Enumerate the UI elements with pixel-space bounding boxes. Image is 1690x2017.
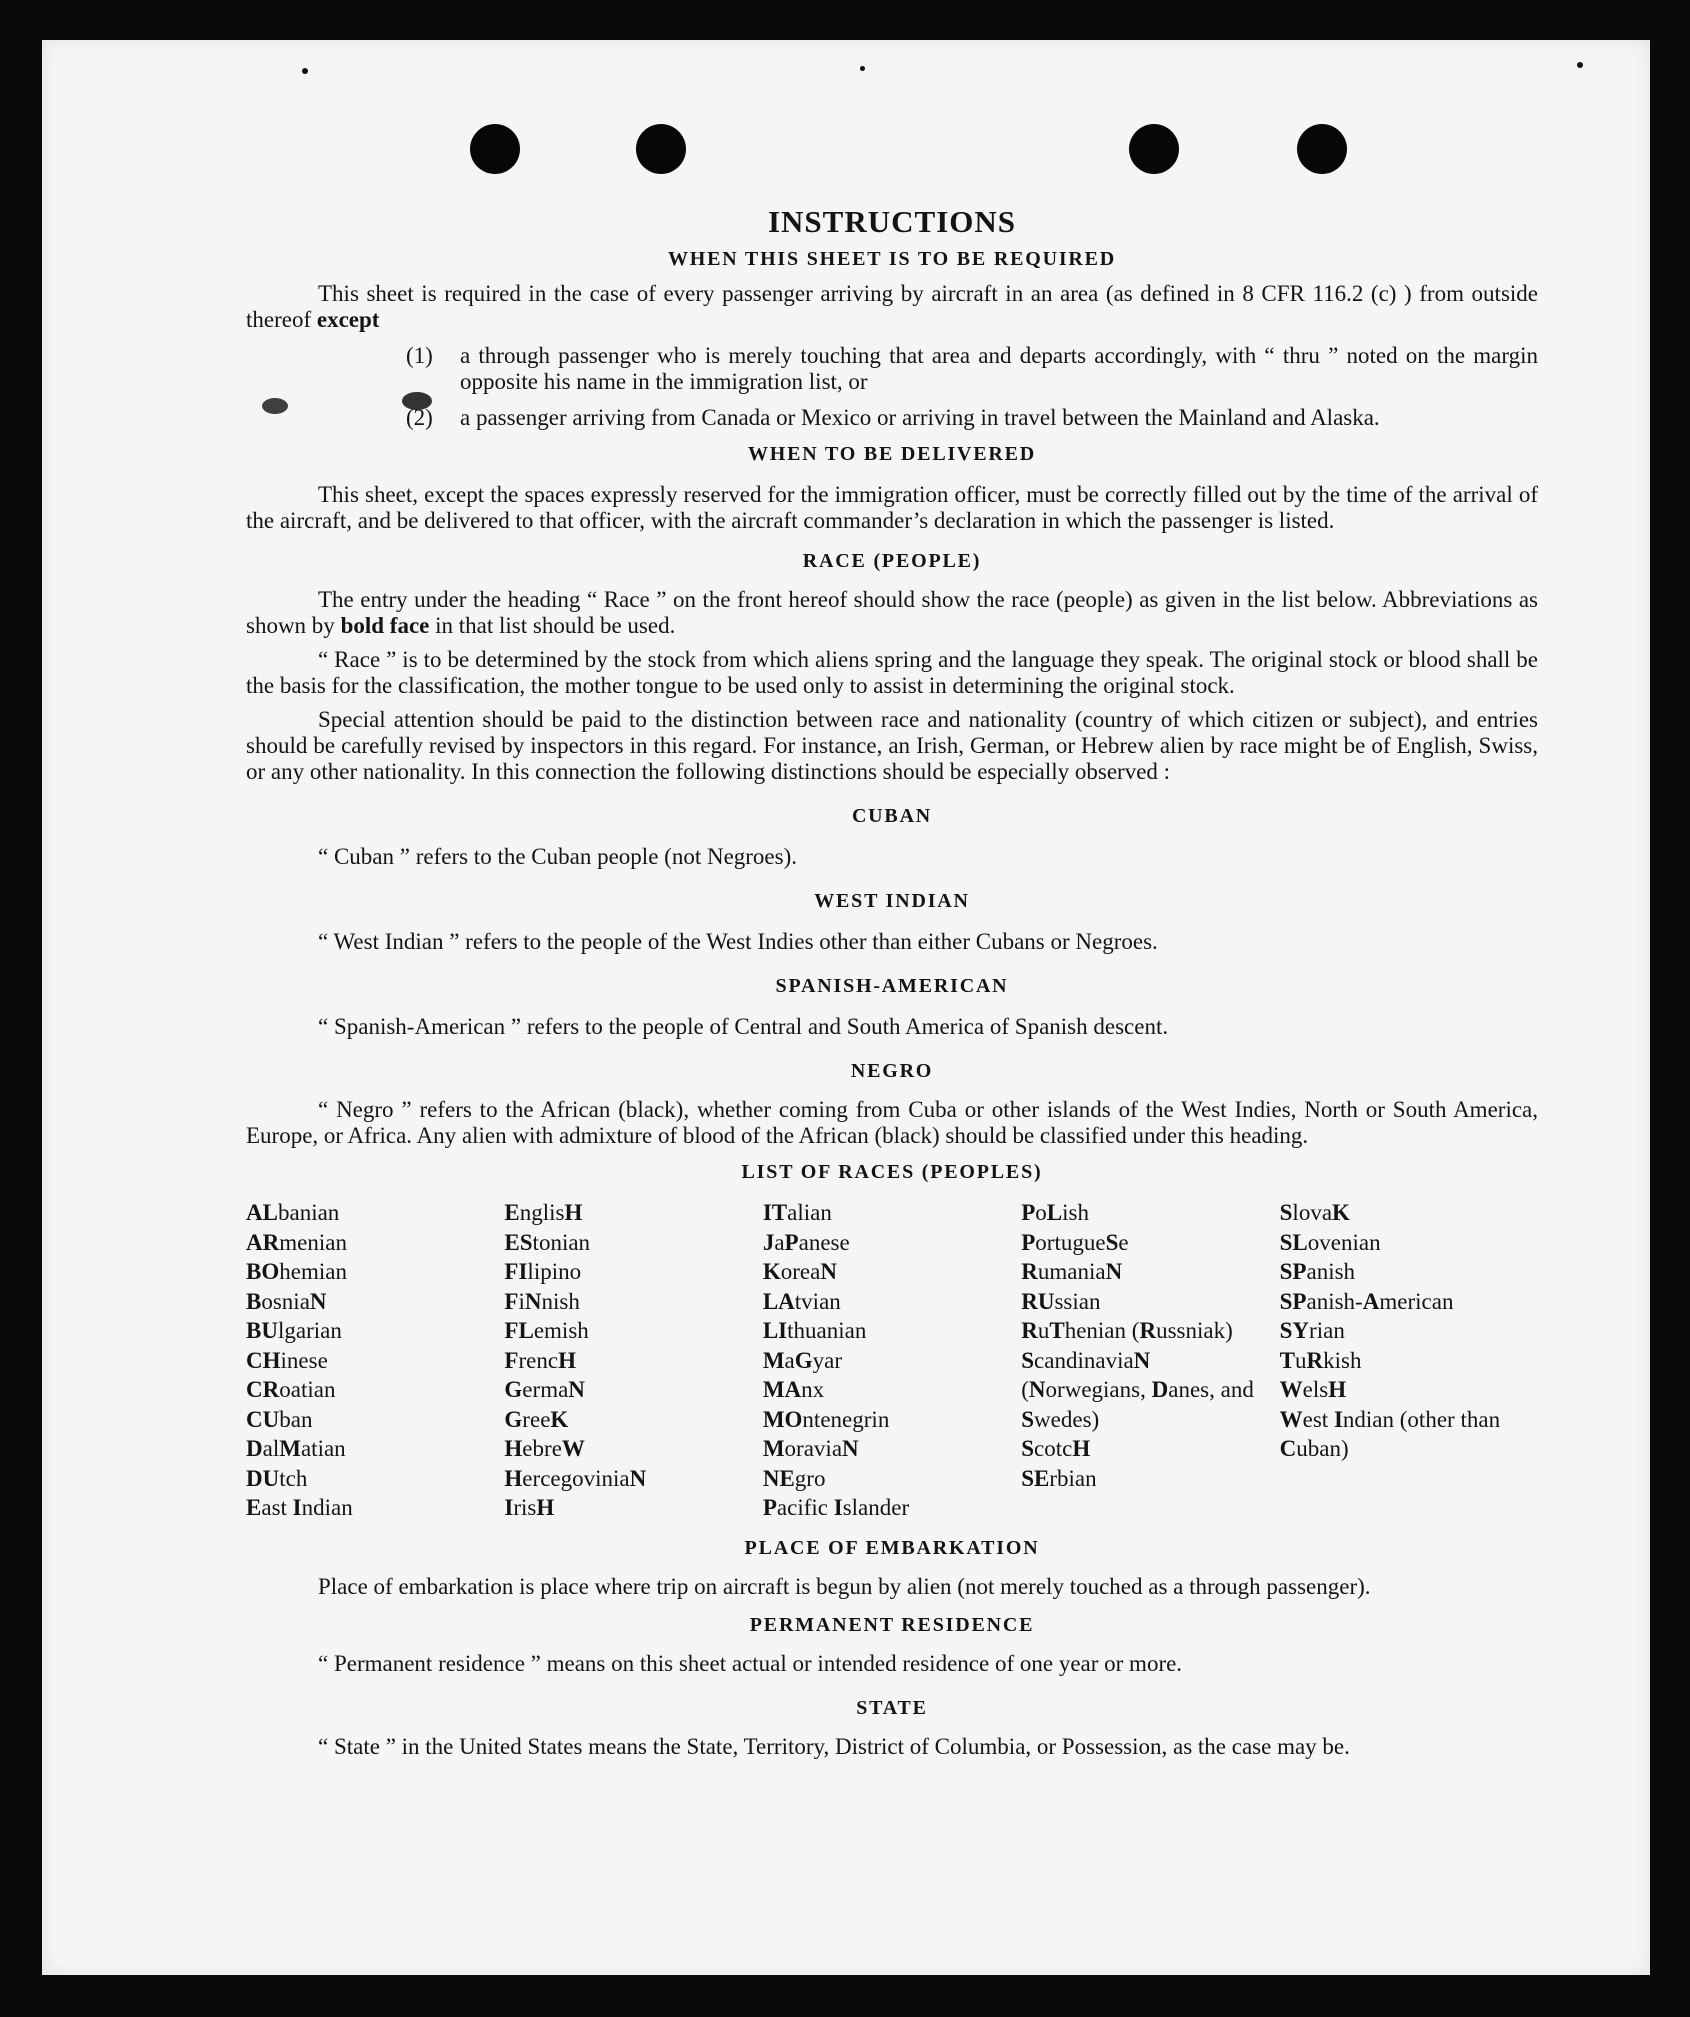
cuban-text: “ Cuban ” refers to the Cuban people (not Negroes).: [318, 844, 798, 869]
residence-text: “ Permanent residence ” means on this sheet actual or intended residence of one year or more.: [318, 1650, 1183, 1676]
punch-hole: [1297, 124, 1347, 174]
race-entry: SErbian: [1021, 1465, 1097, 1491]
race-entry: SLovenian: [1279, 1229, 1381, 1255]
race-column: [1021, 1198, 1279, 1523]
race-entry: MOntenegrin: [762, 1406, 890, 1432]
race-paragraph: The entry under the heading “ Race ” on the front hereof should show the race (people) as given in the list below. Abbreviations as shown by bold face in that list should be used.: [246, 587, 1538, 638]
punch-hole: [470, 124, 520, 174]
race-entry: DalMatian: [246, 1436, 346, 1461]
race-entry: JaPanese: [762, 1229, 850, 1255]
race-entry: CUban: [246, 1406, 313, 1432]
race-entry: PoLish: [1021, 1200, 1089, 1225]
section-heading-cuban: CUBAN: [851, 805, 933, 827]
ink-speck: [1577, 62, 1583, 68]
section-heading-delivered: WHEN TO BE DELIVERED: [747, 443, 1037, 465]
spanish-american-text: “ Spanish-American ” refers to the people of Central and South America of Spanish descent.: [318, 1014, 1169, 1039]
race-entry: ScotcH: [1021, 1436, 1091, 1461]
races-list: [246, 1198, 1538, 1523]
page-title: INSTRUCTIONS: [767, 204, 1016, 239]
required-intro: This sheet is required in the case of every passenger arriving by aircraft in an area (as defined in 8 CFR 116.2 (c) ) from outside thereof except: [246, 281, 1538, 332]
race-entry: BosniaN: [246, 1288, 327, 1314]
race-entry: RUssian: [1021, 1288, 1101, 1314]
exception-item: (1) a through passenger who is merely touching that area and departs accordingly, with “ thru ” noted on the margin opposite his name in the immigration list, or: [406, 343, 1538, 394]
race-entry: Pacific Islander: [762, 1495, 910, 1520]
section-heading-spanish-american: SPANISH-AMERICAN: [775, 975, 1009, 997]
race-entry: FIlipino: [504, 1259, 582, 1284]
race-entry: CHinese: [246, 1347, 328, 1373]
race-entry: FLemish: [504, 1318, 589, 1343]
race-paragraph: Special attention should be paid to the distinction between race and nationality (country of which citizen or subject), and entries should be carefully revised by inspectors in this regard. For instance, an Irish, German, or Hebrew alien by race might be of English, Swiss, or any other nationality. In this connection the following distinctions should be especially observed :: [246, 707, 1538, 784]
west-indian-text: “ West Indian ” refers to the people of the West Indies other than either Cubans or Negroes.: [318, 929, 1158, 954]
race-entry: WelsH: [1279, 1377, 1347, 1402]
section-heading-west-indian: WEST INDIAN: [814, 890, 970, 912]
delivered-text: This sheet, except the spaces expressly reserved for the immigration officer, must be correctly filled out by the time of the arrival of the aircraft, and be delivered to that officer, with the aircraft commander’s declaration in which the passenger is listed.: [246, 482, 1538, 533]
section-heading-race: RACE (PEOPLE): [802, 550, 982, 572]
embarkation-text: Place of embarkation is place where trip on aircraft is begun by alien (not merely touched as a through passenger).: [318, 1573, 1371, 1599]
race-entry: NEgro: [762, 1465, 826, 1491]
race-entry: East Indian: [246, 1495, 353, 1520]
race-entry: BOhemian: [246, 1259, 347, 1284]
document-page: [42, 40, 1650, 1975]
race-entry: FiNnish: [504, 1288, 580, 1314]
race-entry: ScandinaviaN (Norwegians, Danes, and Swedes): [1021, 1347, 1254, 1432]
race-paragraph: “ Race ” is to be determined by the stock from which aliens spring and the language they speak. The original stock or blood shall be the basis for the classification, the mother tongue to be used only to assist in determining the original stock.: [246, 647, 1538, 698]
race-entry: EStonian: [504, 1229, 591, 1255]
race-entry: BUlgarian: [246, 1318, 342, 1343]
race-entry: MoraviaN: [762, 1436, 859, 1461]
section-heading-required: WHEN THIS SHEET IS TO BE REQUIRED: [667, 248, 1117, 270]
section-heading-races-list: LIST OF RACES (PEOPLES): [741, 1161, 1043, 1183]
race-entry: HercegoviniaN: [504, 1465, 647, 1491]
race-entry: ITalian: [762, 1200, 832, 1225]
race-entry: SlovaK: [1279, 1200, 1350, 1225]
race-entry: ALbanian: [246, 1200, 340, 1225]
race-entry: SYrian: [1279, 1318, 1345, 1343]
exception-item: (2) a passenger arriving from Canada or Mexico or arriving in travel between the Mainland and Alaska.: [406, 405, 1380, 430]
race-entry: West Indian (other than Cuban): [1279, 1406, 1501, 1461]
negro-text: “ Negro ” refers to the African (black), whether coming from Cuba or other islands of the West Indies, North or South America, Europe, or Africa. Any alien with admixture of blood of the African (black) should be classified under this heading.: [246, 1097, 1538, 1148]
race-entry: TuRkish: [1279, 1347, 1362, 1373]
race-entry: GermaN: [504, 1377, 585, 1402]
race-entry: GreeK: [504, 1406, 569, 1432]
race-entry: RumaniaN: [1021, 1259, 1123, 1284]
race-entry: IrisH: [504, 1495, 555, 1520]
race-entry: SPanish: [1279, 1259, 1356, 1284]
punch-hole: [1129, 124, 1179, 174]
section-heading-embarkation: PLACE OF EMBARKATION: [744, 1536, 1040, 1559]
state-text: “ State ” in the United States means the State, Territory, District of Columbia, or Possession, as the case may be.: [318, 1733, 1350, 1759]
race-entry: HebreW: [504, 1436, 585, 1461]
race-entry: SPanish-American: [1279, 1288, 1454, 1314]
section-heading-state: STATE: [856, 1696, 928, 1719]
race-entry: MAnx: [762, 1377, 825, 1402]
race-entry: DUtch: [246, 1465, 308, 1491]
race-entry: LAtvian: [762, 1288, 841, 1314]
race-entry: ARmenian: [246, 1229, 347, 1255]
section-heading-residence: PERMANENT RESIDENCE: [749, 1613, 1035, 1636]
race-entry: RuThenian (Russniak): [1021, 1318, 1233, 1343]
punch-hole: [636, 124, 686, 174]
race-entry: CRoatian: [246, 1377, 336, 1402]
ink-speck: [302, 68, 308, 74]
race-entry: LIthuanian: [762, 1318, 867, 1343]
race-column: [1280, 1198, 1538, 1523]
race-entry: FrencH: [504, 1347, 576, 1373]
race-column: [504, 1198, 762, 1523]
race-column: [246, 1198, 504, 1523]
race-column: [763, 1198, 1021, 1523]
instructions-content: [246, 204, 1538, 1760]
ink-speck: [860, 66, 865, 71]
section-heading-negro: NEGRO: [850, 1060, 934, 1082]
race-entry: PortugueSe: [1021, 1229, 1129, 1255]
race-entry: EnglisH: [504, 1200, 583, 1225]
race-entry: MaGyar: [762, 1347, 843, 1373]
race-entry: KoreaN: [762, 1259, 837, 1284]
